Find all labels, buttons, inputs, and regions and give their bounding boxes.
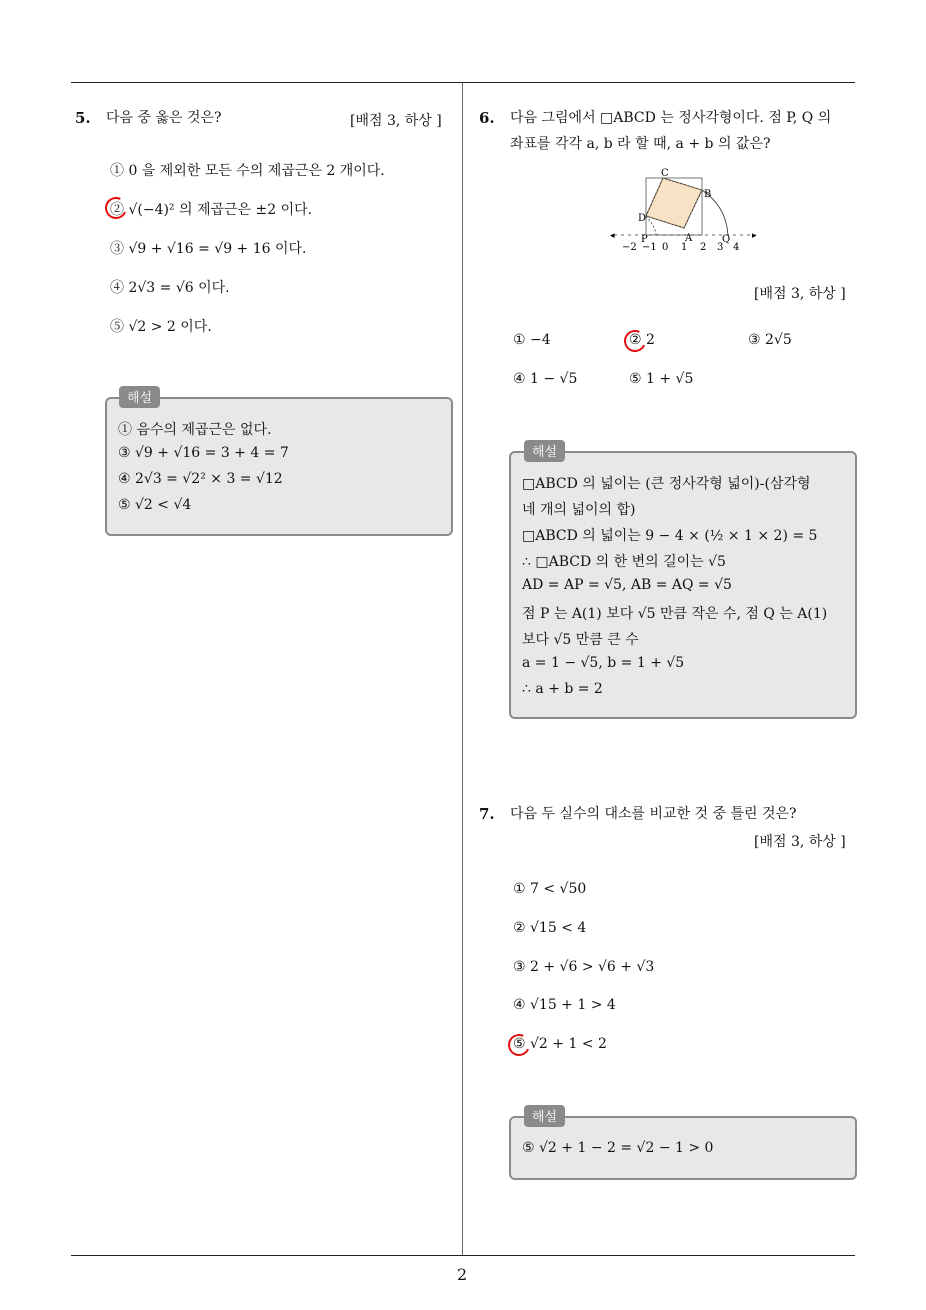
q6-number: 6. — [479, 109, 495, 127]
q5-explanation-line: ④ 2√3 = √2² × 3 = √12 — [118, 471, 283, 487]
q6-explanation-line: 보다 √5 만큼 큰 수 — [522, 632, 639, 648]
tick-label: 4 — [733, 242, 740, 253]
q5-explanation-line: ① 음수의 제곱근은 없다. — [118, 422, 272, 438]
bottom-rule — [71, 1255, 855, 1256]
q6-text-line-1: 다음 그림에서 □ABCD 는 정사각형이다. 점 P, Q 의 — [510, 110, 832, 126]
q6-explanation-line: 네 개의 넓이의 합) — [522, 502, 636, 518]
q6-explanation-line: □ABCD 의 넓이는 9 − 4 × (½ × 1 × 2) = 5 — [522, 528, 818, 544]
label-q: Q — [722, 234, 731, 245]
tick-label: −1 — [642, 242, 657, 253]
q6-text-line-2: 좌표를 각각 a, b 라 할 때, a + b 의 값은? — [510, 136, 771, 152]
q5-option-3[interactable]: ③ √9 + √16 = √9 + 16 이다. — [110, 241, 307, 257]
q6-option-3[interactable]: ③ 2√5 — [748, 332, 792, 348]
q5-explanation-tab: 해설 — [119, 386, 160, 408]
q7-text: 다음 두 실수의 대소를 비교한 것 중 틀린 것은? — [510, 806, 797, 822]
column-divider — [462, 83, 463, 1256]
top-rule — [71, 82, 855, 83]
page-number: 2 — [457, 1265, 468, 1284]
label-d: D — [638, 213, 647, 224]
label-p: P — [641, 234, 648, 245]
label-b: B — [704, 189, 712, 200]
q6-explanation-box — [509, 451, 857, 719]
q7-option-3[interactable]: ③ 2 + √6 > √6 + √3 — [513, 959, 655, 975]
q5-option-5[interactable]: ⑤ √2 > 2 이다. — [110, 319, 212, 335]
tick-label: 2 — [700, 242, 707, 253]
label-a: A — [685, 233, 693, 244]
q7-explanation-tab: 해설 — [524, 1105, 565, 1127]
q6-explanation-line: a = 1 − √5, b = 1 + √5 — [522, 655, 685, 671]
q6-option-1[interactable]: ① −4 — [513, 332, 551, 348]
label-c: C — [661, 168, 669, 179]
q7-option-2[interactable]: ② √15 < 4 — [513, 920, 587, 936]
q6-option-4[interactable]: ④ 1 − √5 — [513, 371, 578, 387]
q7-option-5[interactable]: ⑤ √2 + 1 < 2 — [513, 1036, 607, 1052]
tick-label: 3 — [717, 242, 724, 253]
q6-explanation-line: ∴ a + b = 2 — [522, 681, 603, 697]
q7-option-1[interactable]: ① 7 < √50 — [513, 881, 587, 897]
q5-number: 5. — [75, 109, 91, 127]
tick-label: 0 — [662, 242, 669, 253]
q6-explanation-tab: 해설 — [524, 440, 565, 462]
q5-explanation-line: ⑤ √2 < √4 — [118, 497, 192, 513]
q6-figure — [606, 166, 764, 258]
tick-label: 1 — [681, 242, 688, 253]
q5-option-1[interactable]: ① 0 을 제외한 모든 수의 제곱근은 2 개이다. — [110, 163, 385, 179]
q6-points: [배점 3, 하상 ] — [754, 286, 846, 302]
q7-points: [배점 3, 하상 ] — [754, 834, 846, 850]
q6-explanation-line: AD = AP = √5, AB = AQ = √5 — [522, 577, 732, 593]
left-arrow-icon: ◂ — [610, 231, 615, 241]
q6-explanation-line: ∴ □ABCD 의 한 변의 길이는 √5 — [522, 554, 726, 570]
q5-points: [배점 3, 하상 ] — [350, 113, 442, 129]
q6-option-5[interactable]: ⑤ 1 + √5 — [629, 371, 694, 387]
q7-option-4[interactable]: ④ √15 + 1 > 4 — [513, 997, 616, 1013]
q7-number: 7. — [479, 805, 495, 823]
q5-option-2[interactable]: ② √(−4)² 의 제곱근은 ±2 이다. — [110, 202, 313, 218]
q5-explanation-box — [105, 397, 453, 536]
q7-explanation-line: ⑤ √2 + 1 − 2 = √2 − 1 > 0 — [522, 1140, 714, 1156]
right-arrow-icon: ▸ — [752, 231, 757, 241]
tick-label: −2 — [622, 242, 637, 253]
q5-text: 다음 중 옳은 것은? — [106, 110, 222, 126]
q6-explanation-line: 점 P 는 A(1) 보다 √5 만큼 작은 수, 점 Q 는 A(1) — [522, 606, 828, 622]
square-abcd — [646, 178, 702, 228]
q5-option-4[interactable]: ④ 2√3 = √6 이다. — [110, 280, 230, 296]
q6-explanation-line: □ABCD 의 넓이는 (큰 정사각형 넓이)-(삼각형 — [522, 476, 811, 492]
q6-option-2[interactable]: ② 2 — [629, 332, 655, 348]
q5-explanation-line: ③ √9 + √16 = 3 + 4 = 7 — [118, 445, 289, 461]
